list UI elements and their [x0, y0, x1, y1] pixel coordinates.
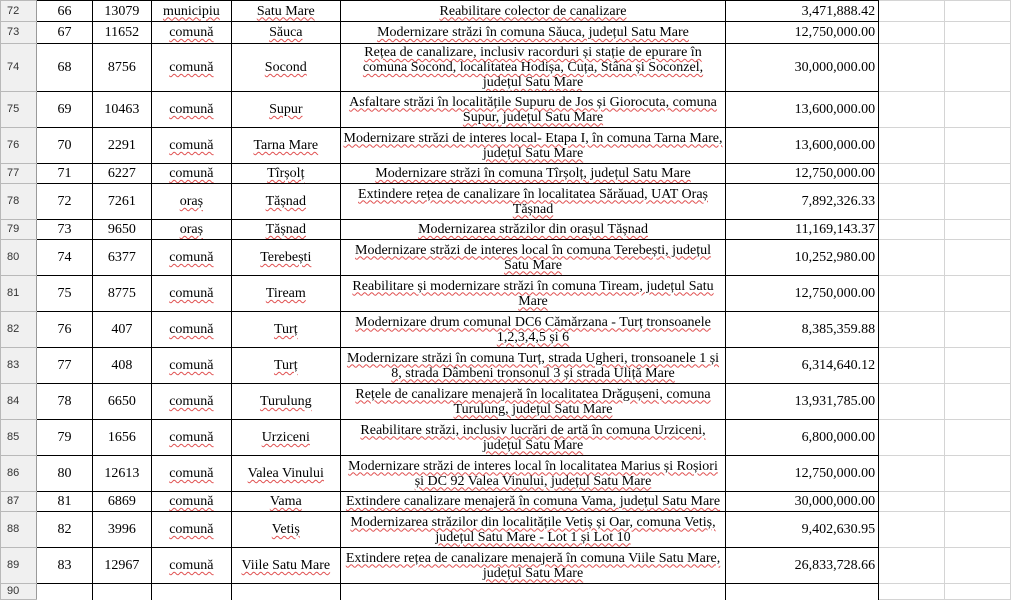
cell-value[interactable]: 12,750,000.00 [726, 456, 879, 492]
cell-uat-type-text: comună [169, 522, 214, 537]
cell-uat-type[interactable] [151, 512, 231, 548]
table-row[interactable] [1, 384, 1011, 420]
cell-population[interactable]: 10463 [92, 92, 151, 128]
cell-nr[interactable]: 68 [36, 44, 92, 92]
cell-uat-type-text: comună [169, 286, 214, 301]
cell-uat-name[interactable] [231, 92, 340, 128]
cell-nr[interactable]: 66 [36, 1, 92, 22]
cell-project-description[interactable] [340, 420, 726, 456]
cell-value[interactable]: 6,800,000.00 [726, 420, 879, 456]
cell-empty[interactable] [945, 1, 1011, 22]
cell-uat-name-text: Turț [273, 358, 298, 373]
cell-population[interactable]: 6869 [92, 492, 151, 512]
row-header[interactable]: 76 [1, 128, 37, 164]
cell-empty[interactable] [945, 456, 1011, 492]
cell-uat-name[interactable] [231, 584, 340, 600]
cell-nr[interactable]: 83 [36, 548, 92, 584]
cell-value[interactable]: 8,385,359.88 [726, 312, 879, 348]
cell-uat-type[interactable] [151, 22, 231, 44]
cell-uat-type[interactable] [151, 1, 231, 22]
cell-population[interactable]: 407 [92, 312, 151, 348]
cell-uat-type-text: comună [169, 494, 214, 509]
cell-empty[interactable] [879, 164, 945, 184]
cell-empty[interactable] [945, 548, 1011, 584]
cell-nr[interactable]: 82 [36, 512, 92, 548]
cell-population[interactable]: 12613 [92, 456, 151, 492]
cell-uat-name[interactable] [231, 312, 340, 348]
table-row[interactable] [1, 492, 1011, 512]
cell-population[interactable]: 12967 [92, 548, 151, 584]
cell-empty[interactable] [879, 22, 945, 44]
cell-project-description[interactable] [340, 348, 726, 384]
cell-population[interactable]: 13079 [92, 1, 151, 22]
cell-uat-name[interactable] [231, 1, 340, 22]
cell-uat-name-text: Tîrșolț [267, 166, 305, 181]
row-header[interactable]: 85 [1, 420, 37, 456]
cell-project-description-text: Asfaltare străzi în localitățile Supuru de Jos și Giorocuta, comuna Supur, județul Satu Mare [349, 94, 717, 125]
cell-uat-type[interactable] [151, 548, 231, 584]
cell-empty[interactable] [945, 312, 1011, 348]
cell-population[interactable]: 2291 [92, 128, 151, 164]
cell-uat-type-text: comună [169, 25, 214, 40]
cell-nr[interactable]: 72 [36, 184, 92, 220]
cell-project-description[interactable] [340, 240, 726, 276]
table-row[interactable] [1, 1, 1011, 22]
cell-project-description[interactable] [340, 44, 726, 92]
cell-project-description[interactable] [340, 492, 726, 512]
cell-empty[interactable] [945, 512, 1011, 548]
cell-nr[interactable]: 69 [36, 92, 92, 128]
cell-empty[interactable] [879, 44, 945, 92]
cell-nr[interactable]: 67 [36, 22, 92, 44]
cell-uat-name[interactable] [231, 240, 340, 276]
cell-value[interactable]: 12,750,000.00 [726, 22, 879, 44]
cell-empty[interactable] [945, 384, 1011, 420]
cell-value[interactable]: 30,000,000.00 [726, 44, 879, 92]
cell-project-description[interactable] [340, 276, 726, 312]
cell-empty[interactable] [945, 22, 1011, 44]
cell-population[interactable] [92, 584, 151, 600]
cell-uat-type-text: comună [169, 394, 214, 409]
cell-uat-type[interactable] [151, 92, 231, 128]
cell-empty[interactable] [945, 44, 1011, 92]
cell-nr[interactable]: 79 [36, 420, 92, 456]
cell-uat-name[interactable] [231, 420, 340, 456]
cell-nr[interactable]: 70 [36, 128, 92, 164]
cell-empty[interactable] [945, 164, 1011, 184]
cell-nr[interactable]: 75 [36, 276, 92, 312]
cell-uat-type[interactable] [151, 240, 231, 276]
cell-value[interactable]: 12,750,000.00 [726, 276, 879, 312]
cell-uat-name[interactable] [231, 384, 340, 420]
row-header[interactable]: 75 [1, 92, 37, 128]
cell-value[interactable]: 13,600,000.00 [726, 92, 879, 128]
cell-uat-type-text: comună [169, 166, 214, 181]
cell-project-description[interactable] [340, 456, 726, 492]
cell-project-description[interactable] [340, 384, 726, 420]
cell-uat-name[interactable] [231, 348, 340, 384]
cell-uat-name-text: Turț [273, 322, 298, 337]
cell-uat-name[interactable] [231, 128, 340, 164]
cell-uat-name-text: Satu Mare [256, 3, 315, 19]
cell-uat-name-text: Urziceni [261, 430, 310, 445]
cell-uat-name-text: Săuca [269, 25, 303, 40]
cell-project-description[interactable] [340, 584, 726, 600]
row-header[interactable]: 82 [1, 312, 37, 348]
table-row[interactable] [1, 420, 1011, 456]
cell-uat-type[interactable] [151, 348, 231, 384]
cell-empty[interactable] [879, 1, 945, 22]
cell-value[interactable]: 7,892,326.33 [726, 184, 879, 220]
row-header[interactable]: 87 [1, 492, 37, 512]
cell-uat-type[interactable] [151, 492, 231, 512]
cell-value[interactable]: 26,833,728.66 [726, 548, 879, 584]
table-row[interactable] [1, 164, 1011, 184]
cell-project-description[interactable] [340, 548, 726, 584]
cell-uat-name[interactable] [231, 22, 340, 44]
cell-project-description[interactable] [340, 1, 726, 22]
cell-project-description-text: Modernizarea străzilor din orașul Tășnad [418, 222, 648, 237]
table-row[interactable] [1, 548, 1011, 584]
cell-uat-name-text: Valea Vinului [247, 466, 324, 481]
sheet-body [1, 1, 1011, 600]
row-header[interactable]: 72 [1, 1, 37, 22]
table-row[interactable] [1, 92, 1011, 128]
cell-uat-name[interactable] [231, 184, 340, 220]
table-row[interactable] [1, 184, 1011, 220]
cell-uat-type-text: municipiu [162, 3, 220, 19]
cell-uat-type[interactable] [151, 128, 231, 164]
row-header[interactable]: 88 [1, 512, 37, 548]
cell-uat-type[interactable] [151, 276, 231, 312]
cell-population[interactable]: 7261 [92, 184, 151, 220]
cell-empty[interactable] [945, 220, 1011, 240]
cell-empty[interactable] [879, 492, 945, 512]
cell-population[interactable]: 11652 [92, 22, 151, 44]
cell-uat-name-text: Vetiș [271, 522, 300, 537]
cell-empty[interactable] [945, 584, 1011, 600]
cell-population[interactable]: 6650 [92, 384, 151, 420]
row-header[interactable]: 90 [1, 584, 37, 600]
cell-project-description-text: Modernizare străzi de interes local în localitatea Marius și Roșiori și DC 92 Valea Vinului, județul Satu Mare [348, 458, 718, 489]
cell-empty[interactable] [879, 584, 945, 600]
cell-empty[interactable] [945, 128, 1011, 164]
cell-uat-name[interactable] [231, 456, 340, 492]
table-row[interactable] [1, 276, 1011, 312]
row-header[interactable]: 86 [1, 456, 37, 492]
cell-uat-type-text: comună [169, 138, 214, 153]
cell-population[interactable]: 6227 [92, 164, 151, 184]
cell-empty[interactable] [945, 348, 1011, 384]
table-row[interactable] [1, 240, 1011, 276]
cell-uat-name-text: Tarna Mare [253, 138, 319, 153]
cell-value[interactable]: 3,471,888.42 [726, 1, 879, 22]
cell-uat-type-text: comună [169, 430, 214, 445]
cell-project-description-text: Modernizare străzi în comuna Tîrșolț, județul Satu Mare [375, 166, 691, 181]
cell-empty[interactable] [945, 184, 1011, 220]
cell-project-description-text: Modernizarea străzilor din localitățile Vetiș și Oar, comuna Vetiș, județul Satu Mare - Lot 1 și Lot 10 [350, 514, 716, 545]
table-row[interactable] [1, 220, 1011, 240]
cell-value[interactable]: 10,252,980.00 [726, 240, 879, 276]
cell-empty[interactable] [879, 220, 945, 240]
cell-value[interactable]: 13,600,000.00 [726, 128, 879, 164]
cell-uat-name[interactable] [231, 548, 340, 584]
cell-uat-type-text: oraș [179, 194, 204, 209]
cell-uat-type-text: comună [169, 322, 214, 337]
table-row[interactable] [1, 128, 1011, 164]
cell-uat-type-text: comună [169, 102, 214, 117]
cell-value[interactable]: 13,931,785.00 [726, 384, 879, 420]
cell-project-description-text: Rețea de canalizare, inclusiv racorduri și stație de epurare în comuna Socond, localitatea Hodișa, Cuța, Stâna și Soconzel, județul Satu Mare [362, 45, 704, 90]
cell-uat-name-text: Terebești [260, 250, 312, 265]
row-header[interactable]: 84 [1, 384, 37, 420]
row-header[interactable]: 74 [1, 44, 37, 92]
row-header[interactable]: 77 [1, 164, 37, 184]
cell-uat-type-text: comună [169, 466, 214, 481]
cell-uat-type[interactable] [151, 220, 231, 240]
cell-project-description[interactable] [340, 312, 726, 348]
cell-project-description-text: Rețele de canalizare menajeră în localitatea Drăgușeni, comuna Turulung, județul Satu Mare [355, 386, 711, 417]
cell-value[interactable]: 30,000,000.00 [726, 492, 879, 512]
table-row[interactable] [1, 312, 1011, 348]
row-header[interactable]: 80 [1, 240, 37, 276]
cell-project-description[interactable] [340, 164, 726, 184]
table-row[interactable] [1, 512, 1011, 548]
cell-uat-type-text: comună [169, 250, 214, 265]
cell-project-description-text: Reabilitare colector de canalizare [439, 3, 627, 19]
cell-nr[interactable] [36, 584, 92, 600]
cell-empty[interactable] [879, 420, 945, 456]
row-header[interactable]: 81 [1, 276, 37, 312]
cell-nr[interactable]: 78 [36, 384, 92, 420]
cell-uat-name[interactable] [231, 220, 340, 240]
cell-project-description-text: Modernizare drum comunal DC6 Cămărzana - Turț tronsoanele 1,2,3,4,5 și 6 [355, 314, 711, 345]
cell-population[interactable]: 1656 [92, 420, 151, 456]
table-row[interactable] [1, 348, 1011, 384]
cell-uat-name[interactable] [231, 44, 340, 92]
cell-empty[interactable] [879, 548, 945, 584]
cell-uat-name-text: Tășnad [265, 222, 307, 237]
cell-project-description[interactable] [340, 220, 726, 240]
cell-nr[interactable]: 77 [36, 348, 92, 384]
cell-value[interactable]: 11,169,143.37 [726, 220, 879, 240]
cell-nr[interactable]: 81 [36, 492, 92, 512]
cell-empty[interactable] [879, 384, 945, 420]
cell-uat-type[interactable] [151, 312, 231, 348]
cell-project-description[interactable] [340, 184, 726, 220]
cell-empty[interactable] [879, 348, 945, 384]
cell-population[interactable]: 8756 [92, 44, 151, 92]
cell-empty[interactable] [945, 492, 1011, 512]
cell-project-description-text: Extindere rețea de canalizare în localitatea Sărăuad, UAT Oraș Tășnad [358, 186, 708, 217]
cell-project-description[interactable] [340, 128, 726, 164]
cell-uat-type[interactable] [151, 584, 231, 600]
cell-empty[interactable] [879, 276, 945, 312]
cell-uat-type-text: comună [169, 358, 214, 373]
cell-uat-name-text: Viile Satu Mare [241, 558, 331, 573]
cell-nr[interactable]: 71 [36, 164, 92, 184]
cell-project-description[interactable] [340, 22, 726, 44]
cell-value[interactable]: 6,314,640.12 [726, 348, 879, 384]
row-header[interactable]: 73 [1, 22, 37, 44]
cell-project-description-text: Extindere canalizare menajeră în comuna Vama, județul Satu Mare [345, 494, 721, 509]
cell-uat-type[interactable] [151, 44, 231, 92]
cell-nr[interactable]: 80 [36, 456, 92, 492]
row-header[interactable]: 83 [1, 348, 37, 384]
table-row[interactable] [1, 22, 1011, 44]
cell-population[interactable]: 8775 [92, 276, 151, 312]
cell-uat-type-text: comună [169, 558, 214, 573]
cell-population[interactable]: 9650 [92, 220, 151, 240]
cell-uat-type[interactable] [151, 184, 231, 220]
cell-uat-type[interactable] [151, 420, 231, 456]
table-row[interactable] [1, 584, 1011, 600]
cell-uat-name[interactable] [231, 276, 340, 312]
cell-project-description-text: Reabilitare străzi, inclusiv lucrări de artă în comuna Urziceni, județul Satu Mare [360, 422, 706, 453]
cell-uat-type-text: oraș [179, 222, 204, 237]
cell-empty[interactable] [879, 240, 945, 276]
cell-project-description-text: Modernizare străzi de interes local în comuna Terebești, județul Satu Mare [355, 242, 712, 273]
cell-empty[interactable] [879, 512, 945, 548]
cell-project-description[interactable] [340, 512, 726, 548]
cell-project-description-text: Extindere rețea de canalizare menajeră în comuna Viile Satu Mare, județul Satu Mare [345, 550, 721, 581]
cell-empty[interactable] [879, 184, 945, 220]
cell-project-description-text: Modernizare străzi în comuna Turț, strada Ugheri, tronsoanele 1 și 8, strada Dâmbeni tronsonul 3 și strada Uliță Mare [346, 350, 720, 381]
cell-nr[interactable]: 73 [36, 220, 92, 240]
cell-uat-type-text: comună [169, 60, 214, 75]
cell-population[interactable]: 408 [92, 348, 151, 384]
cell-empty[interactable] [879, 92, 945, 128]
cell-project-description[interactable] [340, 92, 726, 128]
table-row[interactable] [1, 44, 1011, 92]
cell-uat-name-text: Vama [269, 494, 302, 509]
cell-empty[interactable] [879, 128, 945, 164]
cell-uat-name-text: Socond [264, 60, 307, 75]
cell-uat-name-text: Tășnad [265, 194, 307, 209]
row-header[interactable]: 89 [1, 548, 37, 584]
cell-uat-type[interactable] [151, 164, 231, 184]
cell-empty[interactable] [945, 276, 1011, 312]
cell-empty[interactable] [945, 92, 1011, 128]
cell-uat-type[interactable] [151, 456, 231, 492]
cell-uat-type[interactable] [151, 384, 231, 420]
cell-value[interactable]: 12,750,000.00 [726, 164, 879, 184]
cell-empty[interactable] [879, 456, 945, 492]
cell-value[interactable] [726, 584, 879, 600]
cell-uat-name[interactable] [231, 512, 340, 548]
cell-project-description-text: Reabilitare și modernizare străzi în comuna Tiream, județul Satu Mare [352, 278, 714, 309]
cell-empty[interactable] [945, 420, 1011, 456]
cell-nr[interactable]: 76 [36, 312, 92, 348]
cell-empty[interactable] [879, 312, 945, 348]
row-header[interactable]: 79 [1, 220, 37, 240]
cell-uat-name-text: Tiream [265, 286, 306, 301]
cell-population[interactable]: 3996 [92, 512, 151, 548]
cell-nr[interactable]: 74 [36, 240, 92, 276]
cell-uat-name-text: Supur [269, 102, 303, 117]
cell-value[interactable]: 9,402,630.95 [726, 512, 879, 548]
cell-uat-name[interactable] [231, 492, 340, 512]
row-header[interactable]: 78 [1, 184, 37, 220]
cell-empty[interactable] [945, 240, 1011, 276]
cell-population[interactable]: 6377 [92, 240, 151, 276]
cell-project-description-text: Modernizare străzi de interes local- Etapa I, în comuna Tarna Mare, județul Satu Mare [343, 130, 723, 161]
cell-project-description-text: Modernizare străzi în comuna Săuca, județul Satu Mare [377, 25, 689, 40]
table-row[interactable] [1, 456, 1011, 492]
cell-uat-name-text: Turulung [259, 394, 312, 409]
cell-uat-name[interactable] [231, 164, 340, 184]
